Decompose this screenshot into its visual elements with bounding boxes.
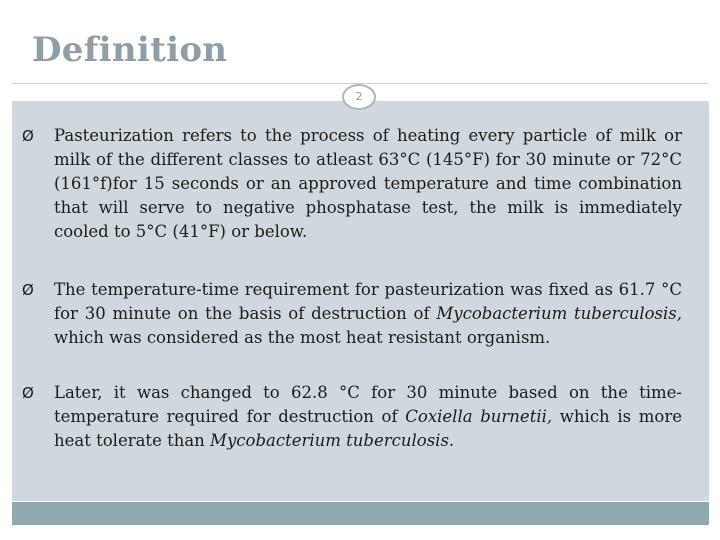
bullet-list [22,124,682,453]
bullet-text-italic: Mycobacterium tuberculosis, [436,304,683,323]
bullet-text-segment: Later, it was changed to 62.8 °C for 30 minute based on the time-temperature required for destruction of [54,383,682,426]
bullet-text-segment: . [448,431,455,450]
bullet-text-italic: Coxiella burnetii, [405,407,553,426]
bullet-item [22,278,682,350]
bullet-text-segment: Pasteurization refers to the process of heating every particle of milk or milk of the different classes to atleast 63°C (145°F) for 30 minute or 72°C (161°f)for 15 seconds or an approved temperature and time combination that will serve to negative phosphatase test, the milk is immediately cooled to 5°C (41°F) or below. [54,126,682,241]
page-number-badge: 2 [342,84,376,110]
bullet-text-segment: which was considered as the most heat resistant organism. [54,328,551,347]
arrow-bullet-icon: Ø [22,384,34,402]
bullet-text-segment: which is more heat tolerate than [54,407,682,450]
bullet-text-segment: The temperature-time requirement for pasteurization was fixed as 61.7 °C for 30 minute on the basis of destruction of [54,280,682,323]
slide-title: Definition [32,30,228,70]
arrow-bullet-icon: Ø [22,281,34,299]
bullet-item [22,381,682,453]
footer-bar [12,502,709,525]
bullet-item [22,124,682,244]
arrow-bullet-icon: Ø [22,127,34,145]
bullet-text-italic: Mycobacterium tuberculosis [210,431,449,450]
